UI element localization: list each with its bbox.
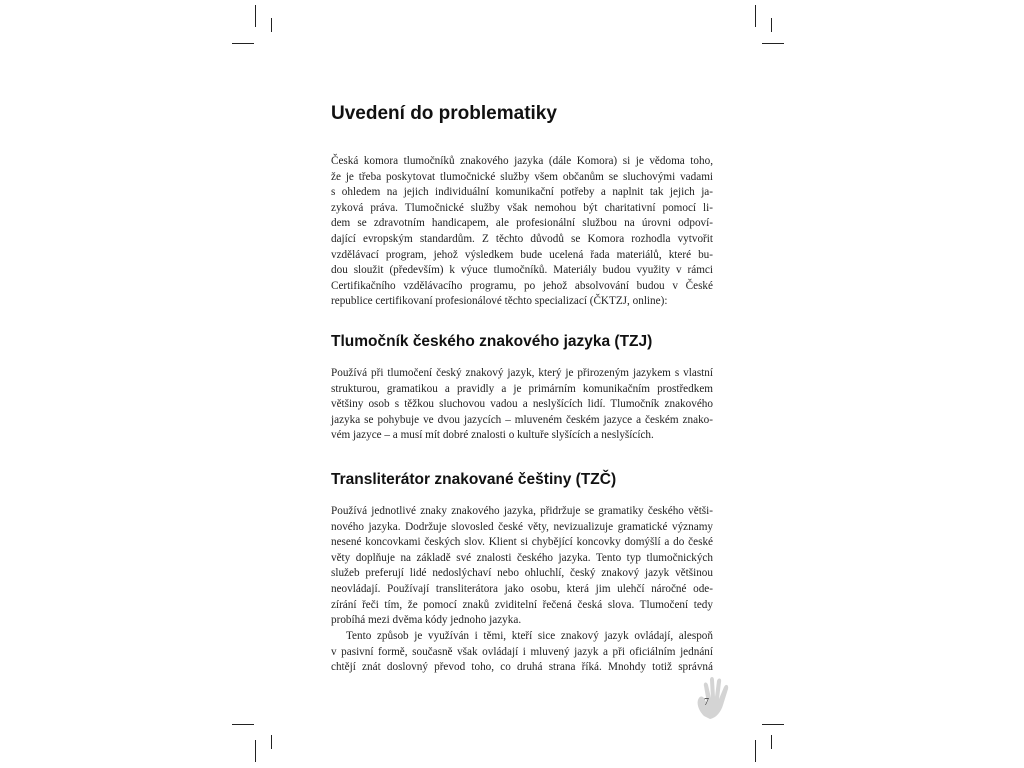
crop-mark	[255, 5, 256, 27]
page-number: 7	[704, 697, 709, 708]
text-line: Tento způsob je využíván i těmi, kteří sice znakový jazyk ovládají, alespoň	[346, 630, 713, 642]
crop-mark	[755, 5, 756, 27]
text-line: strukturou, gramatikou a pravidly a je primárním komunikačním prostředkem	[331, 382, 713, 395]
text-line: většiny osob s těžkou sluchovou vadou a neslyšících lidí. Tlumočník znakového	[331, 398, 713, 411]
crop-mark	[271, 735, 272, 749]
text-line: zyková práva. Tlumočnické služby však nemohou být charitativní pomocí li-	[331, 201, 713, 214]
text-line: Česká komora tlumočníků znakového jazyka (dále Komora) si je vědoma toho,	[331, 155, 713, 167]
text-line: v pasivní formě, současně však ovládají i mluvený jazyk a při oficiálním jednání	[331, 645, 713, 658]
text-line: vém jazyce – a musí mít dobré znalosti o kultuře slyšících a neslyšících.	[331, 429, 654, 442]
intro-paragraph	[331, 154, 713, 310]
text-line: že je třeba poskytovat tlumočnické služby všem občanům se sluchovými vadami	[331, 170, 713, 183]
crop-mark	[755, 740, 756, 762]
crop-mark	[271, 18, 272, 32]
subsection-heading-tzc: Transliterátor znakované češtiny (TZČ)	[331, 471, 617, 488]
text-line: věty doplňuje na základě své znalosti českého jazyka. Tento typ tlumočnických	[331, 551, 713, 564]
text-line: dající evropským standardům. Z těchto důvodů se Komora rozhodla vytvořit	[331, 232, 713, 245]
text-line: probíhá mezi dvěma kódy jednoho jazyka.	[331, 614, 522, 627]
text-line: Používá jednotlivé znaky znakového jazyka, přidržuje se gramatiky českého větši-	[331, 505, 713, 517]
text-line: dou sloužit (především) k výuce tlumočníků. Materiály budou využity v rámci	[331, 264, 713, 277]
text-line: nového jazyka. Dodržuje slovosled české věty, nevizualizuje gramatické významy	[331, 520, 713, 533]
text-line: jazyka se pohybuje ve dvou jazycích – mluveném českém jazyce a českém znako-	[331, 413, 713, 426]
text-line: neovládají. Používají transliterátora jako osobu, která jim ulehčí náročné ode-	[331, 582, 713, 595]
text-line: vzdělávací program, jehož výsledkem bude ucelená řada materiálů, které bu-	[331, 248, 713, 261]
text-line: zírání řeči tím, že pomocí znaků zviditelní řečená česká slova. Tlumočení tedy	[331, 598, 713, 611]
tzc-paragraph-2	[331, 629, 713, 676]
text-line: Používá při tlumočení český znakový jazyk, který je přirozeným jazykem s vlastní	[331, 367, 713, 379]
crop-mark	[255, 740, 256, 762]
crop-mark	[771, 18, 772, 32]
hand-icon	[690, 672, 738, 720]
crop-mark	[762, 43, 784, 44]
text-line: s ohledem na jejich individuální komunikační potřeby a naplnit tak jejich ja-	[331, 186, 713, 199]
crop-mark	[232, 724, 254, 725]
tzc-paragraph	[331, 504, 713, 629]
section-heading: Uvedení do problematiky	[331, 103, 557, 124]
text-line: dem se zdravotním handicapem, ale profesionální službou na úrovni odpoví-	[331, 217, 713, 230]
crop-mark	[232, 43, 254, 44]
text-line: služeb preferují lidé nedoslýchaví nebo ohluchlí, český znakový jazyk většinou	[331, 567, 713, 580]
text-line: nesené koncovkami českých slov. Klient si chybějící koncovky domýšlí a do české	[331, 536, 713, 549]
text-line: chtějí znát doslovný převod toho, co druhá strana říká. Mnohdy totiž správná	[331, 661, 713, 674]
crop-mark	[771, 735, 772, 749]
text-line: republice certifikovaní profesionálové těchto specializací (ČKTZJ, online):	[331, 295, 668, 308]
tzj-paragraph	[331, 366, 713, 444]
crop-mark	[762, 724, 784, 725]
text-line: Certifikačního vzdělávacího programu, po jehož absolvování budou v České	[331, 279, 713, 292]
subsection-heading-tzj: Tlumočník českého znakového jazyka (TZJ)	[331, 333, 653, 350]
